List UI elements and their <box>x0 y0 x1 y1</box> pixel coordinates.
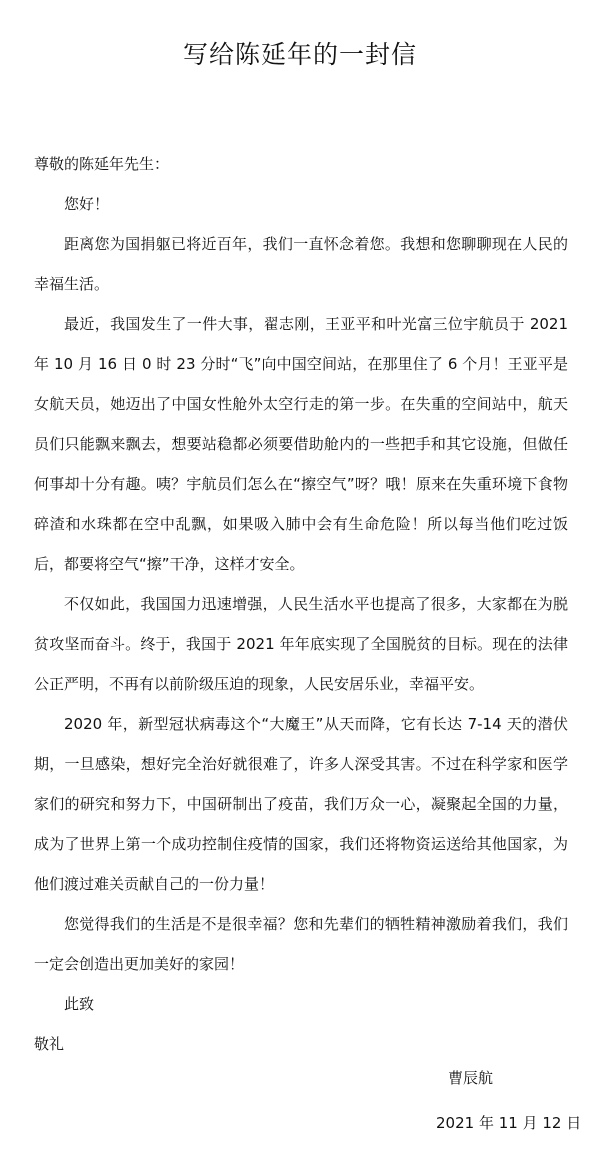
letter-title: 写给陈延年的一封信 <box>182 40 417 69</box>
letter-paragraph-5: 您觉得我们的生活是不是很幸福？您和先辈们的牺牲精神激励着我们，我们一定会创造出更加美好的家园！ <box>34 915 568 973</box>
letter-paragraph-1: 距离您为国捐躯已将近百年，我们一直怀念着您。我想和您聊聊现在人民的幸福生活。 <box>34 235 568 293</box>
letter-paragraph-2: 最近，我国发生了一件大事，翟志刚，王亚平和叶光富三位宇航员于 2021 年 10 月 16 日 0 时 23 分时“飞”向中国空间站，在那里住了 6 个月！王亚平是女航天员，她迈出了中国女性舱外太空行走的第一步。在失重的空间站中，航天员们只能飘来飘去，想要站稳都必须要借助舱内的一些把手和其它设施，但做任何事却十分有趣。咦？宇航员们怎么在“擦空气”呀？哦！原来在失重环境下食物碎渣和水珠都在空中乱飘，如果吸入肺中会有生命危险！所以每当他们吃过饭后，都要将空气“擦”干净，这样才安全。 <box>34 315 568 573</box>
signature-name: 曹辰航 <box>448 1069 494 1087</box>
letter-body <box>34 144 568 1064</box>
letter-regards: 敬礼 <box>34 1035 65 1053</box>
letter-greeting: 您好！ <box>64 195 110 213</box>
letter-closing: 此致 <box>64 995 95 1013</box>
letter-paragraph-4: 2020 年，新型冠状病毒这个“大魔王”从天而降，它有长达 7-14 天的潜伏期，一旦感染，想好完全治好就很难了，许多人深受其害。不过在科学家和医学家们的研究和努力下，中国研制出了疫苗，我们万众一心，凝聚起全国的力量，成为了世界上第一个成功控制住疫情的国家，我们还将物资运送给其他国家，为他们渡过难关贡献自己的一份力量！ <box>34 715 568 893</box>
letter-salutation: 尊敬的陈延年先生： <box>34 155 170 173</box>
letter-paragraph-3: 不仅如此，我国国力迅速增强，人民生活水平也提高了很多，大家都在为脱贫攻坚而奋斗。终于，我国于 2021 年年底实现了全国脱贫的目标。现在的法律公正严明，不再有以前阶级压迫的现象，人民安居乐业，幸福平安。 <box>34 595 568 693</box>
signature-date: 2021 年 11 月 12 日 <box>436 1114 582 1132</box>
